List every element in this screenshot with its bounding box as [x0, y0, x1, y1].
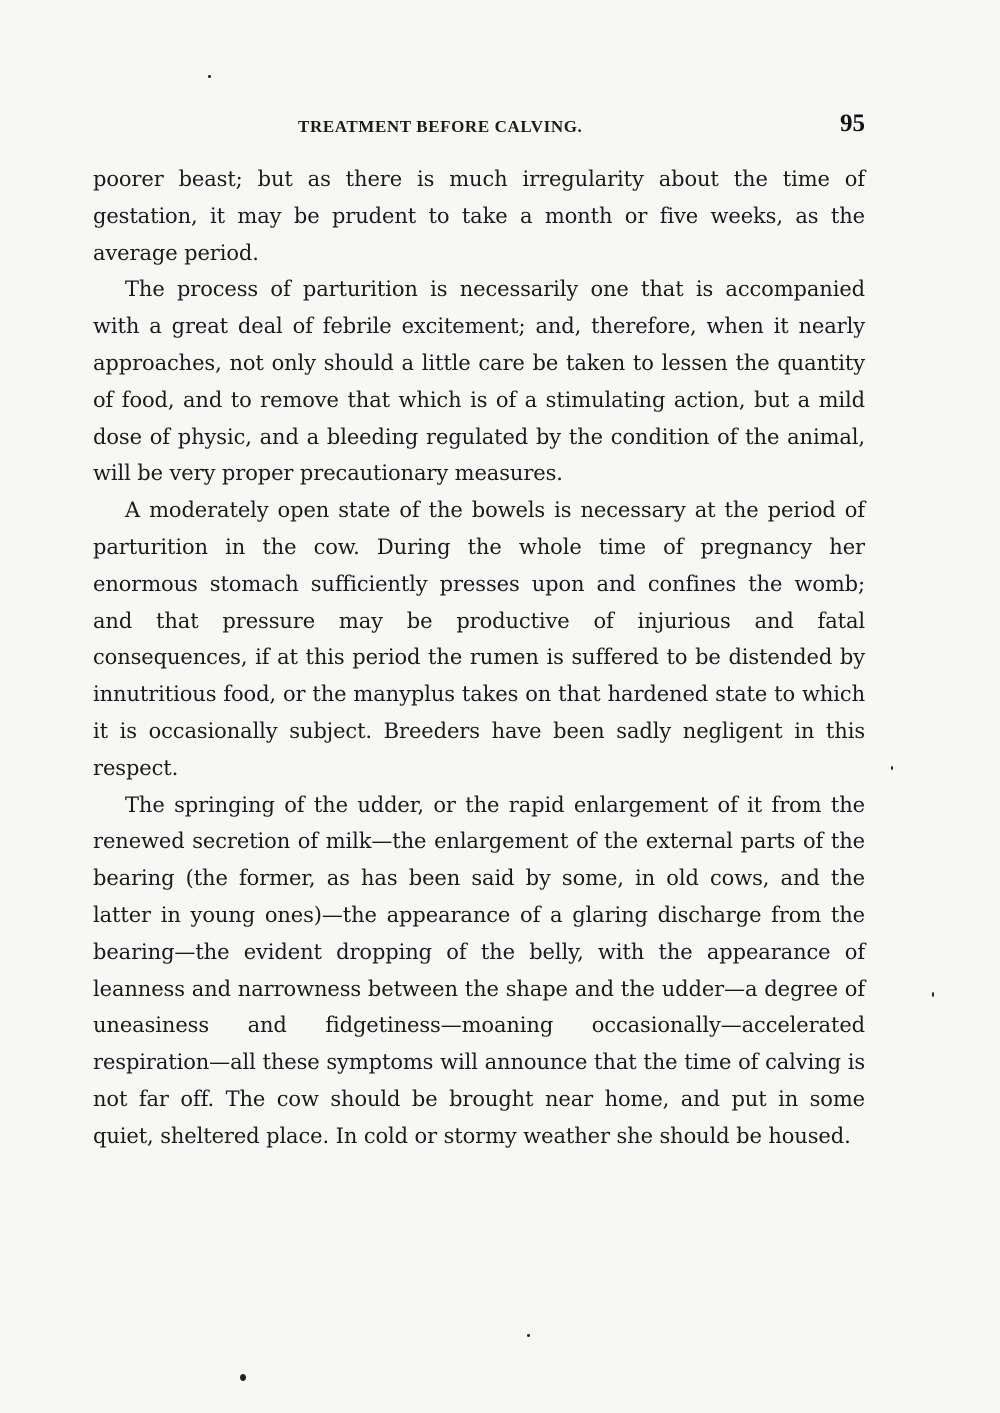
book-page: [93, 105, 865, 1155]
body-text: [93, 161, 865, 1155]
page-number: 95: [840, 110, 865, 137]
scan-speck: [932, 992, 934, 997]
paragraph-symptoms: The springing of the udder, or the rapid enlargement of it from the renewed secretion of milk—the enlargement of the external parts of the bearing (the former, as has been said by some, in old cows, and the latter in young ones)—the appearance of a glaring discharge from the bearing—the evident dropping of the belly, with the appearance of leanness and narrowness between the shape and the udder—a degree of uneasiness and fidgetiness—moaning occasionally—accelerated respiration—all these symptoms will announce that the time of calving is not far off. The cow should be brought near home, and put in some quiet, sheltered place. In cold or stormy weather she should be housed.: [93, 792, 865, 1148]
paragraph-parturition-process: The process of parturition is necessarily one that is accompanied with a great deal of febrile excitement; and, therefore, when it nearly approaches, not only should a little care be taken to lessen the quantity of food, and to remove that which is of a stimulating action, but a mild dose of physic, and a bleeding regulated by the condition of the animal, will be very proper precautionary measures.: [93, 277, 865, 486]
scan-speck: [527, 1334, 530, 1337]
paragraph-bowels: A moderately open state of the bowels is necessary at the period of parturition in the cow. During the whole time of pregnancy her enormous stomach sufficiently presses upon and confines the womb; and that pressure may be productive of injurious and fatal consequences, if at this period the rumen is suffered to be distended by innutritious food, or the manyplus takes on that hardened state to which it is occasionally subject. Breeders have been sadly negligent in this respect.: [93, 498, 865, 780]
paragraph-continued: poorer beast; but as there is much irregularity about the time of gestation, it may be prudent to take a month or five weeks, as the average period.: [93, 167, 865, 265]
scan-speck: [208, 75, 211, 78]
page-header: [93, 105, 865, 145]
scan-speck: [891, 766, 893, 770]
running-title: TREATMENT BEFORE CALVING.: [298, 117, 583, 136]
scan-speck: [240, 1374, 246, 1381]
